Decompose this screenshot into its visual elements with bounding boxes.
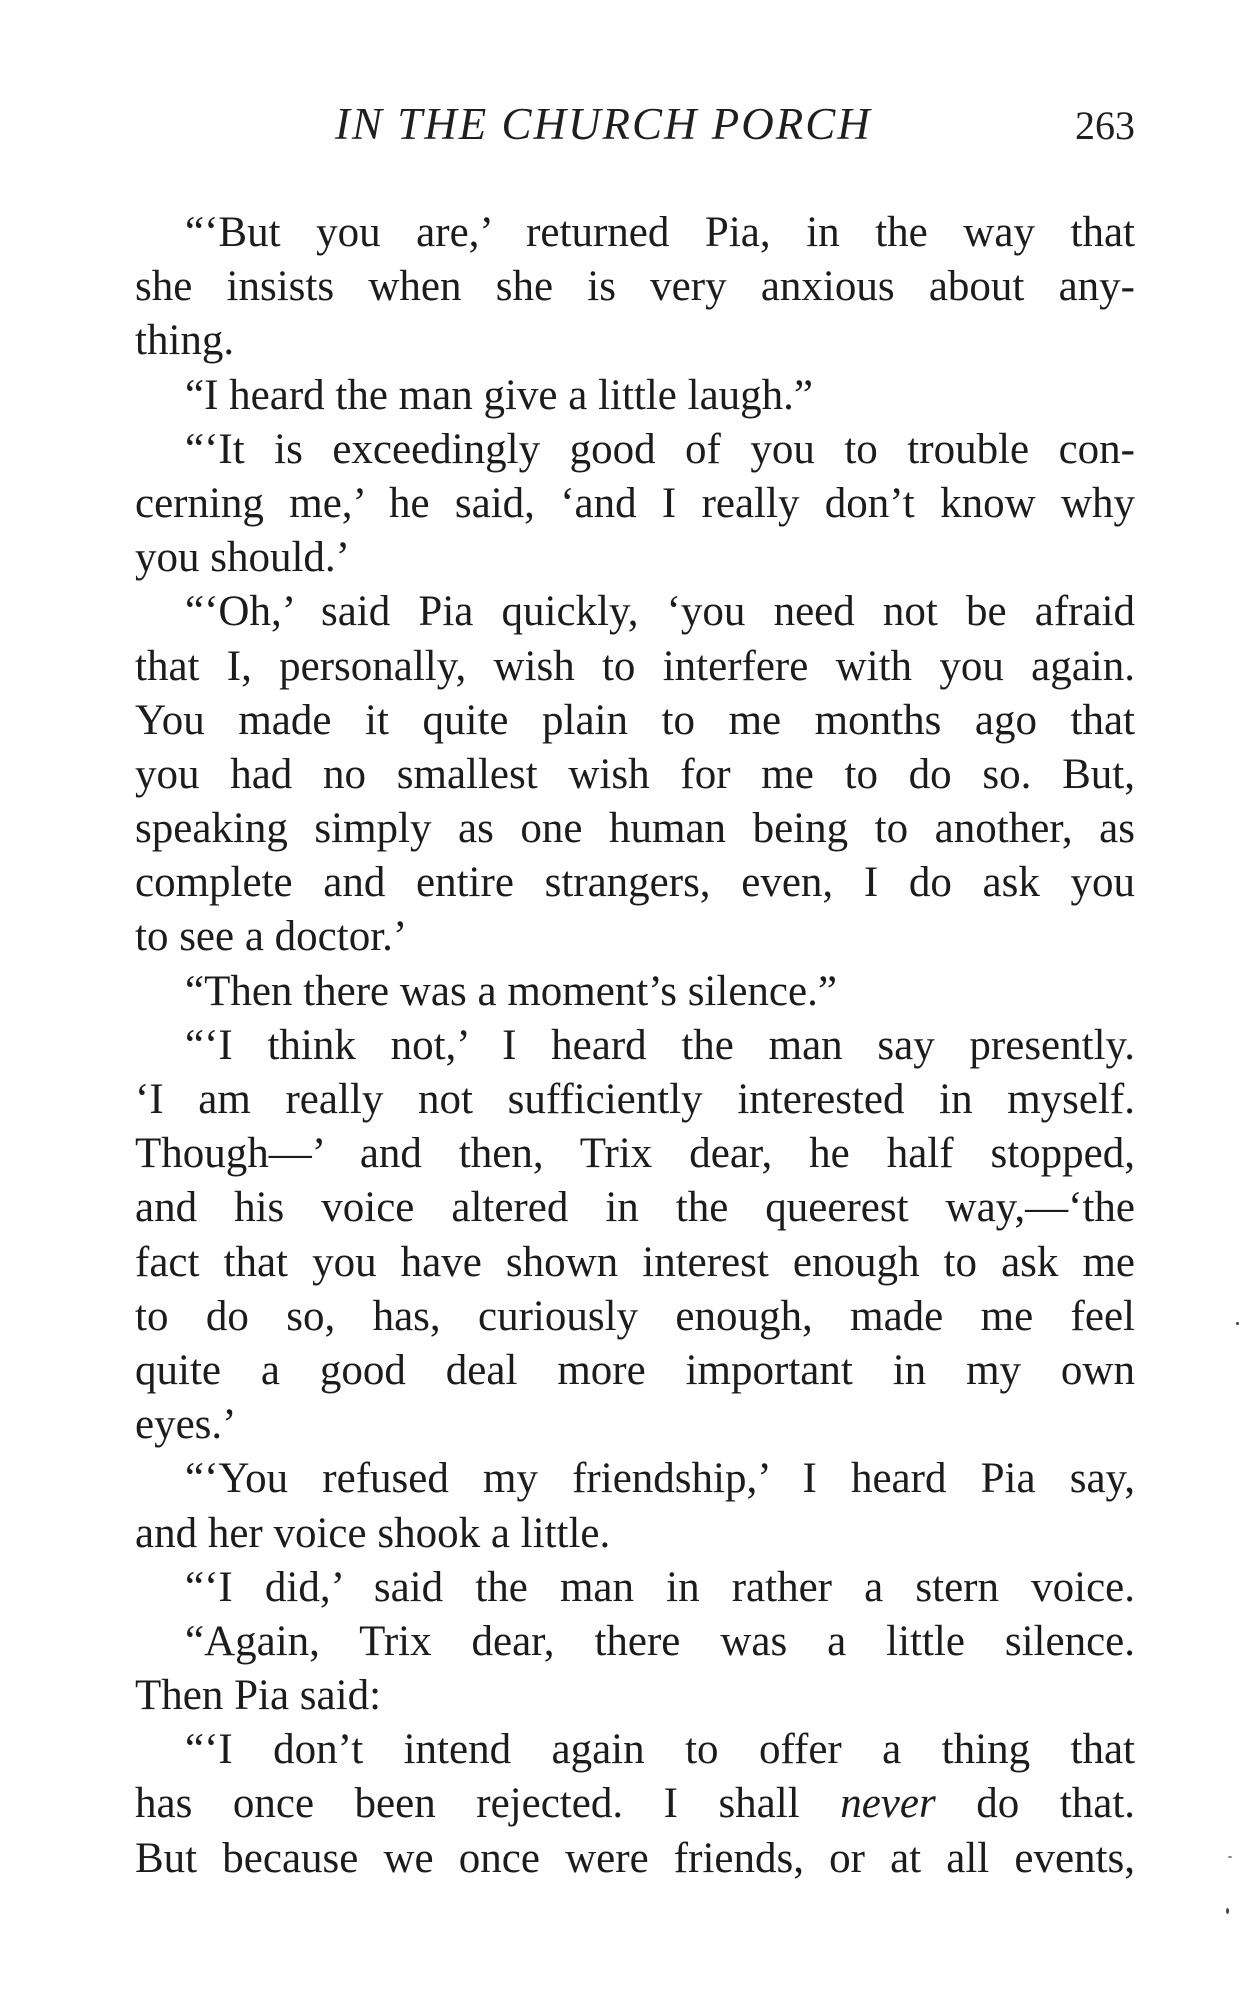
text-fragment: do that. bbox=[976, 1780, 1136, 1828]
text-line: to do so, has, curiously enough, made me feel bbox=[135, 1292, 1135, 1340]
text-line: “‘It is exceedingly good of you to trouble con- bbox=[185, 425, 1135, 473]
text-line: and his voice altered in the queerest way,—‘the bbox=[135, 1184, 1135, 1232]
text-line bbox=[135, 1777, 1135, 1831]
running-title: IN THE CHURCH PORCH bbox=[335, 99, 872, 149]
text-line: “Then there was a moment’s silence.” bbox=[185, 967, 837, 1015]
text-line: you had no smallest wish for me to do so. But, bbox=[135, 750, 1135, 798]
text-line: Then Pia said: bbox=[135, 1672, 382, 1720]
scan-speck bbox=[1236, 1322, 1239, 1325]
text-line: But because we once were friends, or at all events, bbox=[135, 1834, 1135, 1882]
text-fragment: has once been rejected. I shall bbox=[135, 1780, 800, 1828]
text-line: eyes.’ bbox=[135, 1401, 237, 1449]
text-line: cerning me,’ he said, ‘and I really don’t know why bbox=[135, 479, 1135, 527]
text-line: to see a doctor.’ bbox=[135, 913, 408, 961]
text-line: she insists when she is very anxious about any- bbox=[135, 263, 1135, 311]
text-line: “‘I think not,’ I heard the man say presently. bbox=[185, 1021, 1135, 1069]
text-line: You made it quite plain to me months ago that bbox=[135, 696, 1135, 744]
scan-speck bbox=[1228, 1856, 1232, 1858]
text-line: you should.’ bbox=[135, 534, 350, 582]
text-line: “‘I don’t intend again to offer a thing that bbox=[185, 1726, 1135, 1774]
text-line: “‘I did,’ said the man in rather a stern voice. bbox=[185, 1563, 1135, 1611]
scan-speck bbox=[1226, 1908, 1229, 1914]
text-line: “‘You refused my friendship,’ I heard Pia say, bbox=[185, 1455, 1135, 1503]
text-line: that I, personally, wish to interfere with you again. bbox=[135, 642, 1135, 690]
text-line: and her voice shook a little. bbox=[135, 1509, 611, 1557]
text-line: Though—’ and then, Trix dear, he half stopped, bbox=[135, 1130, 1135, 1178]
text-line: speaking simply as one human being to another, as bbox=[135, 805, 1135, 853]
text-line: “‘But you are,’ returned Pia, in the way that bbox=[185, 209, 1135, 256]
emphasis-text: never bbox=[840, 1780, 936, 1828]
text-line: “Again, Trix dear, there was a little silence. bbox=[185, 1617, 1135, 1665]
text-line: complete and entire strangers, even, I do ask you bbox=[135, 859, 1135, 907]
text-line: ‘I am really not sufficiently interested in myself. bbox=[135, 1076, 1135, 1123]
text-line: quite a good deal more important in my own bbox=[135, 1346, 1135, 1394]
page-header bbox=[135, 98, 1135, 158]
text-line: fact that you have shown interest enough to ask me bbox=[135, 1238, 1135, 1286]
text-line: “‘Oh,’ said Pia quickly, ‘you need not be afraid bbox=[185, 588, 1135, 636]
page-number: 263 bbox=[1075, 103, 1135, 148]
body-text bbox=[135, 206, 1135, 1886]
text-line: thing. bbox=[135, 317, 235, 365]
text-line: “I heard the man give a little laugh.” bbox=[185, 371, 814, 419]
